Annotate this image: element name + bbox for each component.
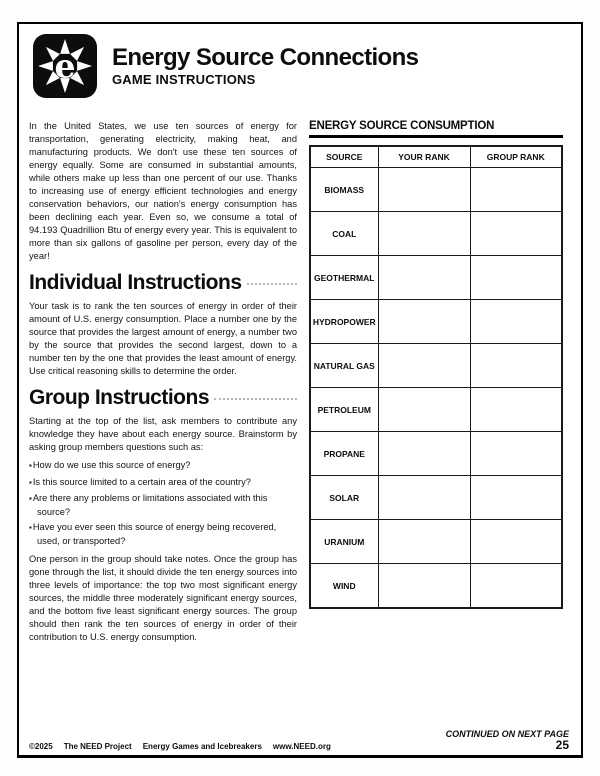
- group-rank-cell: [470, 564, 562, 609]
- page-title: Energy Source Connections: [112, 43, 419, 71]
- your-rank-cell: [378, 344, 470, 388]
- group-instructions-heading: [29, 386, 297, 410]
- title-block: [112, 45, 418, 87]
- group-rank-cell: [470, 520, 562, 564]
- table-row: [310, 168, 562, 212]
- page-number: 25: [555, 737, 569, 752]
- column-header-source: SOURCE: [310, 146, 378, 168]
- table-row: [310, 432, 562, 476]
- square-bullet-icon: ▪: [29, 477, 32, 487]
- your-rank-cell: [378, 520, 470, 564]
- list-item: ▪Are there any problems or limitations associated with this source?: [29, 493, 268, 517]
- your-rank-cell: [378, 564, 470, 609]
- worksheet-page: [17, 22, 583, 758]
- table-row: [310, 476, 562, 520]
- square-bullet-icon: ▪: [29, 461, 32, 470]
- group-rank-cell: [470, 476, 562, 520]
- page-header: [19, 24, 581, 98]
- source-label: PROPANE: [310, 432, 378, 476]
- table-row: [310, 344, 562, 388]
- source-label: SOLAR: [310, 476, 378, 520]
- individual-instructions-heading: [29, 271, 297, 295]
- source-label: URANIUM: [310, 520, 378, 564]
- table-row: [310, 212, 562, 256]
- publication-name: Energy Games and Icebreakers: [142, 742, 262, 751]
- footer-credits: [29, 742, 331, 752]
- heading-dotted-rule: [214, 398, 297, 400]
- your-rank-cell: [378, 388, 470, 432]
- your-rank-cell: [378, 212, 470, 256]
- copyright-text: ©2025: [29, 742, 53, 751]
- list-item: ▪Is this source limited to a certain area of the country?: [29, 476, 251, 487]
- group-rank-cell: [470, 344, 562, 388]
- source-label: PETROLEUM: [310, 388, 378, 432]
- energy-source-consumption-table: [309, 145, 563, 609]
- table-row: [310, 564, 562, 609]
- group-rank-cell: [470, 256, 562, 300]
- group-instructions-closing: One person in the group should take notes. Once the group has gone through the list, it should divide the ten energy sources into three levels of importance: the top two most significant energy sources, the middle three moderately significant energy sources, and the bottom five least significant energy sources. The group should then rank the ten sources of energy in order of their contribution to U.S. energy consumption.: [29, 554, 297, 642]
- organization-name: The NEED Project: [63, 742, 132, 751]
- group-rank-cell: [470, 300, 562, 344]
- list-item: ▪How do we use this source of energy?: [29, 460, 191, 470]
- intro-paragraph: In the United States, we use ten sources of energy for transportation, generating electricity, making heat, and manufacturing products. We don't use these ten sources of energy equally. Some are consumed in substantial amounts, while others make up less than one percent of our use. Thanks to increasing use of energy efficient technologies and energy conservation behaviors, our nation's energy consumption has been declining each year. Even so, we consume a total of 94.193 Quadrillion Btu of energy every year. This is equivalent to more than six gallons of gasoline per person, every day of the year!: [29, 121, 297, 261]
- svg-text:e: e: [54, 46, 76, 86]
- table-row: [310, 388, 562, 432]
- footer-pagination: [446, 729, 569, 752]
- source-label: NATURAL GAS: [310, 344, 378, 388]
- column-header-your-rank: YOUR RANK: [378, 146, 470, 168]
- column-header-group-rank: GROUP RANK: [470, 146, 562, 168]
- list-item: ▪Have you ever seen this source of energy being recovered, used, or transported?: [29, 522, 277, 546]
- continued-on-next-page-label: CONTINUED ON NEXT PAGE: [445, 728, 569, 739]
- group-instructions-intro: Starting at the top of the list, ask members to contribute any knowledge they have about each energy source. Brainstorm by asking group members questions such as:: [29, 416, 297, 452]
- table-row: [310, 520, 562, 564]
- individual-instructions-body: Your task is to rank the ten sources of energy in order of their amount of U.S. energy consumption. Place a number one by the source that provides the largest amount of energy, a number two by the source that provides the second largest, down to a number ten by the one that provides the least amount of energy. Use critical reasoning skills to determine the order.: [29, 301, 297, 376]
- instructions-column: [29, 120, 297, 644]
- group-rank-cell: [470, 212, 562, 256]
- brainstorm-question-list: [29, 459, 297, 547]
- ranking-table-column: [309, 120, 563, 644]
- group-rank-cell: [470, 168, 562, 212]
- your-rank-cell: [378, 256, 470, 300]
- table-row: [310, 256, 562, 300]
- table-header-row: [310, 146, 562, 168]
- table-title: ENERGY SOURCE CONSUMPTION: [309, 120, 563, 138]
- source-label: WIND: [310, 564, 378, 609]
- page-footer: [29, 729, 569, 752]
- square-bullet-icon: ▪: [29, 523, 32, 532]
- your-rank-cell: [378, 476, 470, 520]
- need-sunburst-logo-icon: [33, 34, 97, 98]
- heading-dotted-rule: [247, 283, 297, 285]
- source-label: HYDROPOWER: [310, 300, 378, 344]
- individual-instructions-heading-text: Individual Instructions: [29, 271, 242, 294]
- square-bullet-icon: ▪: [29, 494, 32, 503]
- your-rank-cell: [378, 432, 470, 476]
- content-columns: [19, 98, 581, 644]
- page-subtitle: GAME INSTRUCTIONS: [112, 72, 256, 88]
- website-url: www.NEED.org: [272, 742, 331, 751]
- group-instructions-heading-text: Group Instructions: [29, 386, 209, 409]
- source-label: BIOMASS: [310, 168, 378, 212]
- your-rank-cell: [378, 168, 470, 212]
- group-rank-cell: [470, 388, 562, 432]
- source-label: GEOTHERMAL: [310, 256, 378, 300]
- group-rank-cell: [470, 432, 562, 476]
- source-label: COAL: [310, 212, 378, 256]
- table-row: [310, 300, 562, 344]
- your-rank-cell: [378, 300, 470, 344]
